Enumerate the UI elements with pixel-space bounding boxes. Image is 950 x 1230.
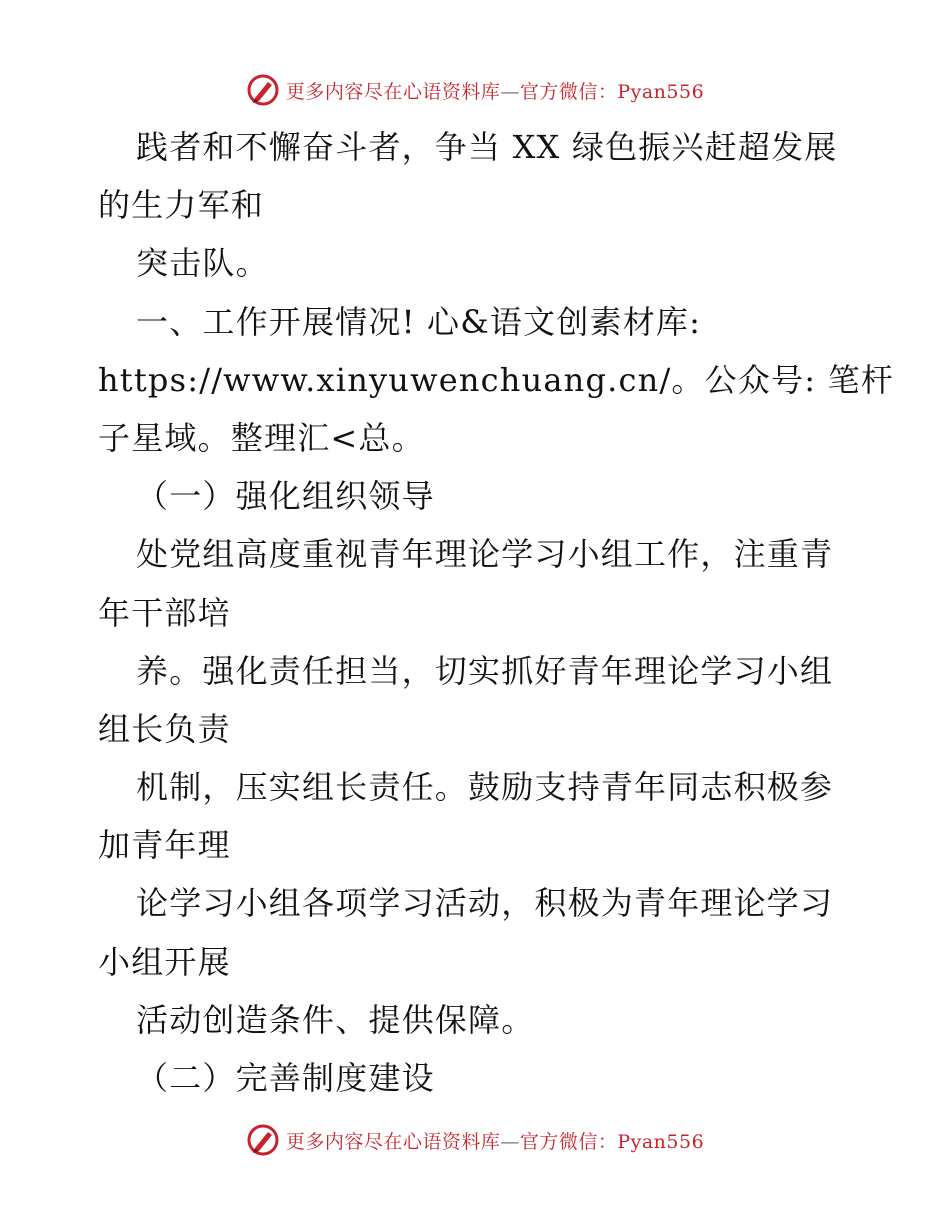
section-heading: 一、工作开展情况! 心&语文创素材库: (136, 302, 702, 341)
paragraph-line: 处党组高度重视青年理论学习小组工作，注重青 (136, 535, 834, 574)
paragraph-line: 活动创造条件、提供保障。 (136, 1000, 535, 1039)
paragraph-line: 的生力军和 (98, 186, 265, 225)
paragraph-line: https://www.xinyuwenchuang.cn/。公众号: 笔杆 (98, 360, 894, 399)
banner-text: 更多内容尽在心语资料库—官方微信：Pyan556 (285, 80, 705, 103)
paragraph-line: 养。强化责任担当，切实抓好青年理论学习小组 (136, 651, 834, 690)
pen-logo-icon (246, 73, 280, 107)
subsection-heading: （二）完善制度建设 (136, 1059, 435, 1097)
paragraph-line: 突击队。 (136, 244, 269, 283)
footer-banner (0, 1120, 950, 1160)
paragraph-line: 子星域。整理汇<总。 (98, 418, 425, 457)
paragraph-line: 年干部培 (98, 593, 231, 632)
header-banner (0, 70, 950, 110)
paragraph-line: 加青年理 (98, 826, 231, 865)
paragraph-line: 小组开展 (98, 942, 231, 981)
banner-text: 更多内容尽在心语资料库—官方微信：Pyan556 (285, 1130, 705, 1153)
paragraph-line: 机制，压实组长责任。鼓励支持青年同志积极参 (136, 768, 834, 807)
paragraph-line: 组长负责 (98, 709, 231, 748)
document-body (98, 118, 894, 1107)
paragraph-line: 论学习小组各项学习活动，积极为青年理论学习 (136, 884, 834, 923)
pen-logo-icon (246, 1123, 280, 1157)
paragraph-line: 践者和不懈奋斗者，争当 XX 绿色振兴赶超发展 (136, 128, 838, 166)
subsection-heading: （一）强化组织领导 (136, 477, 435, 516)
